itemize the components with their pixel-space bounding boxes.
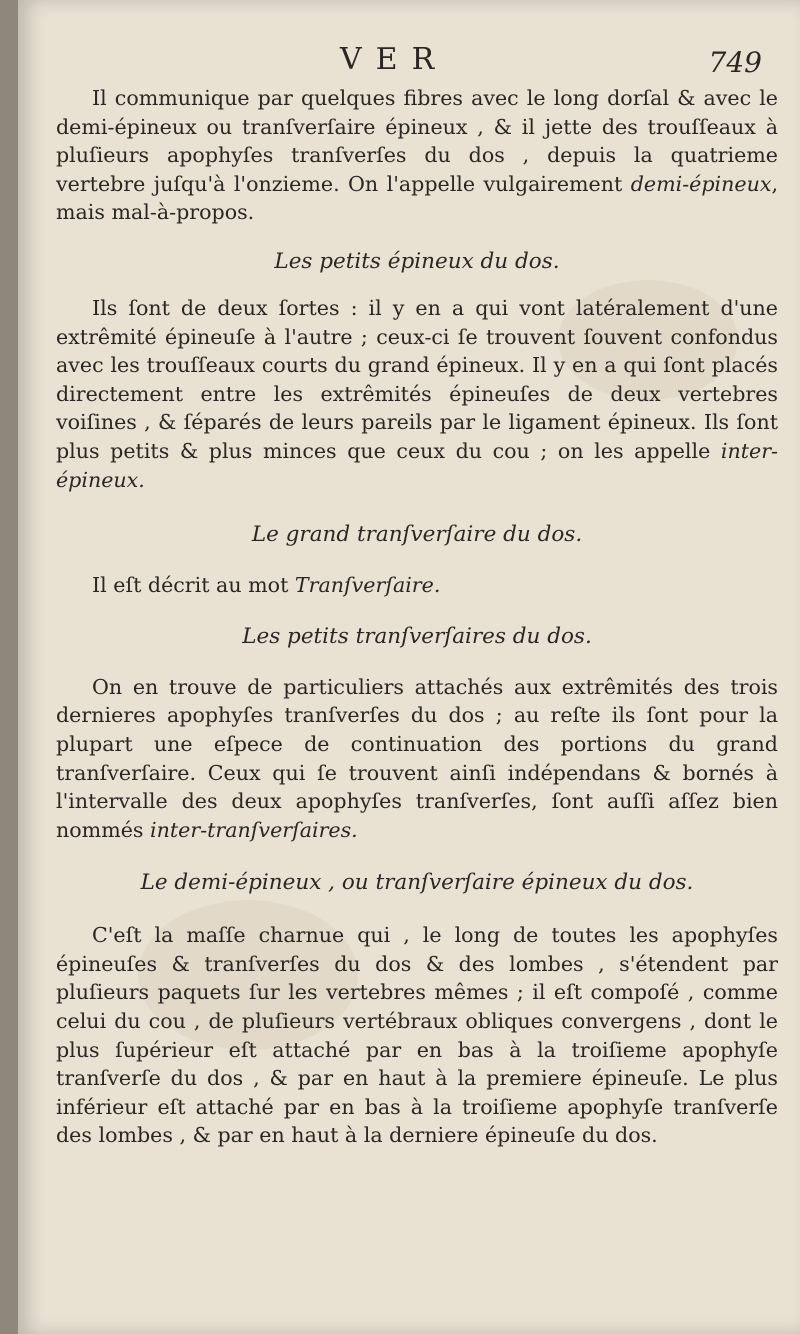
page-number: 749 [708,46,762,79]
italic-term: demi-épineux [630,171,772,196]
section-heading-petits-epineux: Les petits épineux du dos. [274,248,560,274]
running-head [18,38,800,82]
italic-term: Tranſverſaire. [294,573,441,598]
running-head-title: VER [340,42,449,77]
italic-term: inter-tranſverſaires. [150,817,358,842]
section-heading-grand-transversaire: Le grand tranſverſaire du dos. [251,522,583,548]
paragraph-dorsal-intro [56,84,778,227]
paragraph-text: Ils ſont de deux ſortes : il y en a qui vont latéralement d'une extrêmité épineuſe à l'autre ; ceux-ci ſe trouvent ſouvent confondus avec les trouſſeaux courts du grand épineux. Il y en a qui ſont placés directement entre les extrêmités épineuſes de deux vertebres voiſines , & ſéparés de leurs pareils par le ligament épineux. Ils ſont plus petits & plus minces que ceux du cou ; on les appelle [56,295,778,463]
paragraph-text: On en trouve de particuliers attachés aux extrêmités des trois dernieres apophyſes tranſverſes du dos ; au reſte ils ſont pour la plupart une eſpece de continuation des portions du grand tranſverſaire. Ceux qui ſe trouvent ainſi indépendans & bornés à l'intervalle des deux apophyſes tranſverſes, ſont auſſi aſſez bien nommés [56,674,778,842]
paragraph-grand-transversaire [56,571,778,600]
paragraph-demi-epineux: C'eſt la maſſe charnue qui , le long de toutes les apophyſes épineuſes & tranſverſes du dos & des lombes , s'étendent par pluſieurs paquets ſur les vertebres mêmes ; il eſt compoſé , comme celui du cou , de pluſieurs vertébraux obliques convergens , dont le plus ſupérieur eſt attaché par en bas à la troiſieme apophyſe tranſverſe du dos , & par en haut à la premiere épineuſe. Le plus inférieur eſt attaché par en bas à la troiſieme apophyſe tranſverſe des lombes , & par en haut à la derniere épineuſe du dos. [56,923,778,1148]
page-body [56,84,778,1150]
paragraph-petits-transversaires [56,673,778,845]
section-heading-petits-transversaires: Les petits tranſverſaires du dos. [242,623,592,649]
paragraph-text: Il eſt décrit au mot [92,573,295,598]
book-gutter [0,0,18,1334]
paragraph-text: , mais mal-à-propos. [56,171,778,225]
paragraph-petits-epineux [56,294,778,494]
section-heading-demi-epineux: Le demi-épineux , ou tranſverſaire épineux du dos. [140,870,694,896]
paragraph-text: Il communique par quelques fibres avec le long dorſal & avec le demi-épineux ou tranſverſaire épineux , & il jette des trouſſeaux à pluſieurs apophyſes tranſverſes du dos , depuis la quatrieme vertebre juſqu'à l'onzieme. On l'appelle vulgairement [56,86,778,196]
italic-term: inter-épineux. [56,438,778,492]
book-page [18,0,800,1334]
